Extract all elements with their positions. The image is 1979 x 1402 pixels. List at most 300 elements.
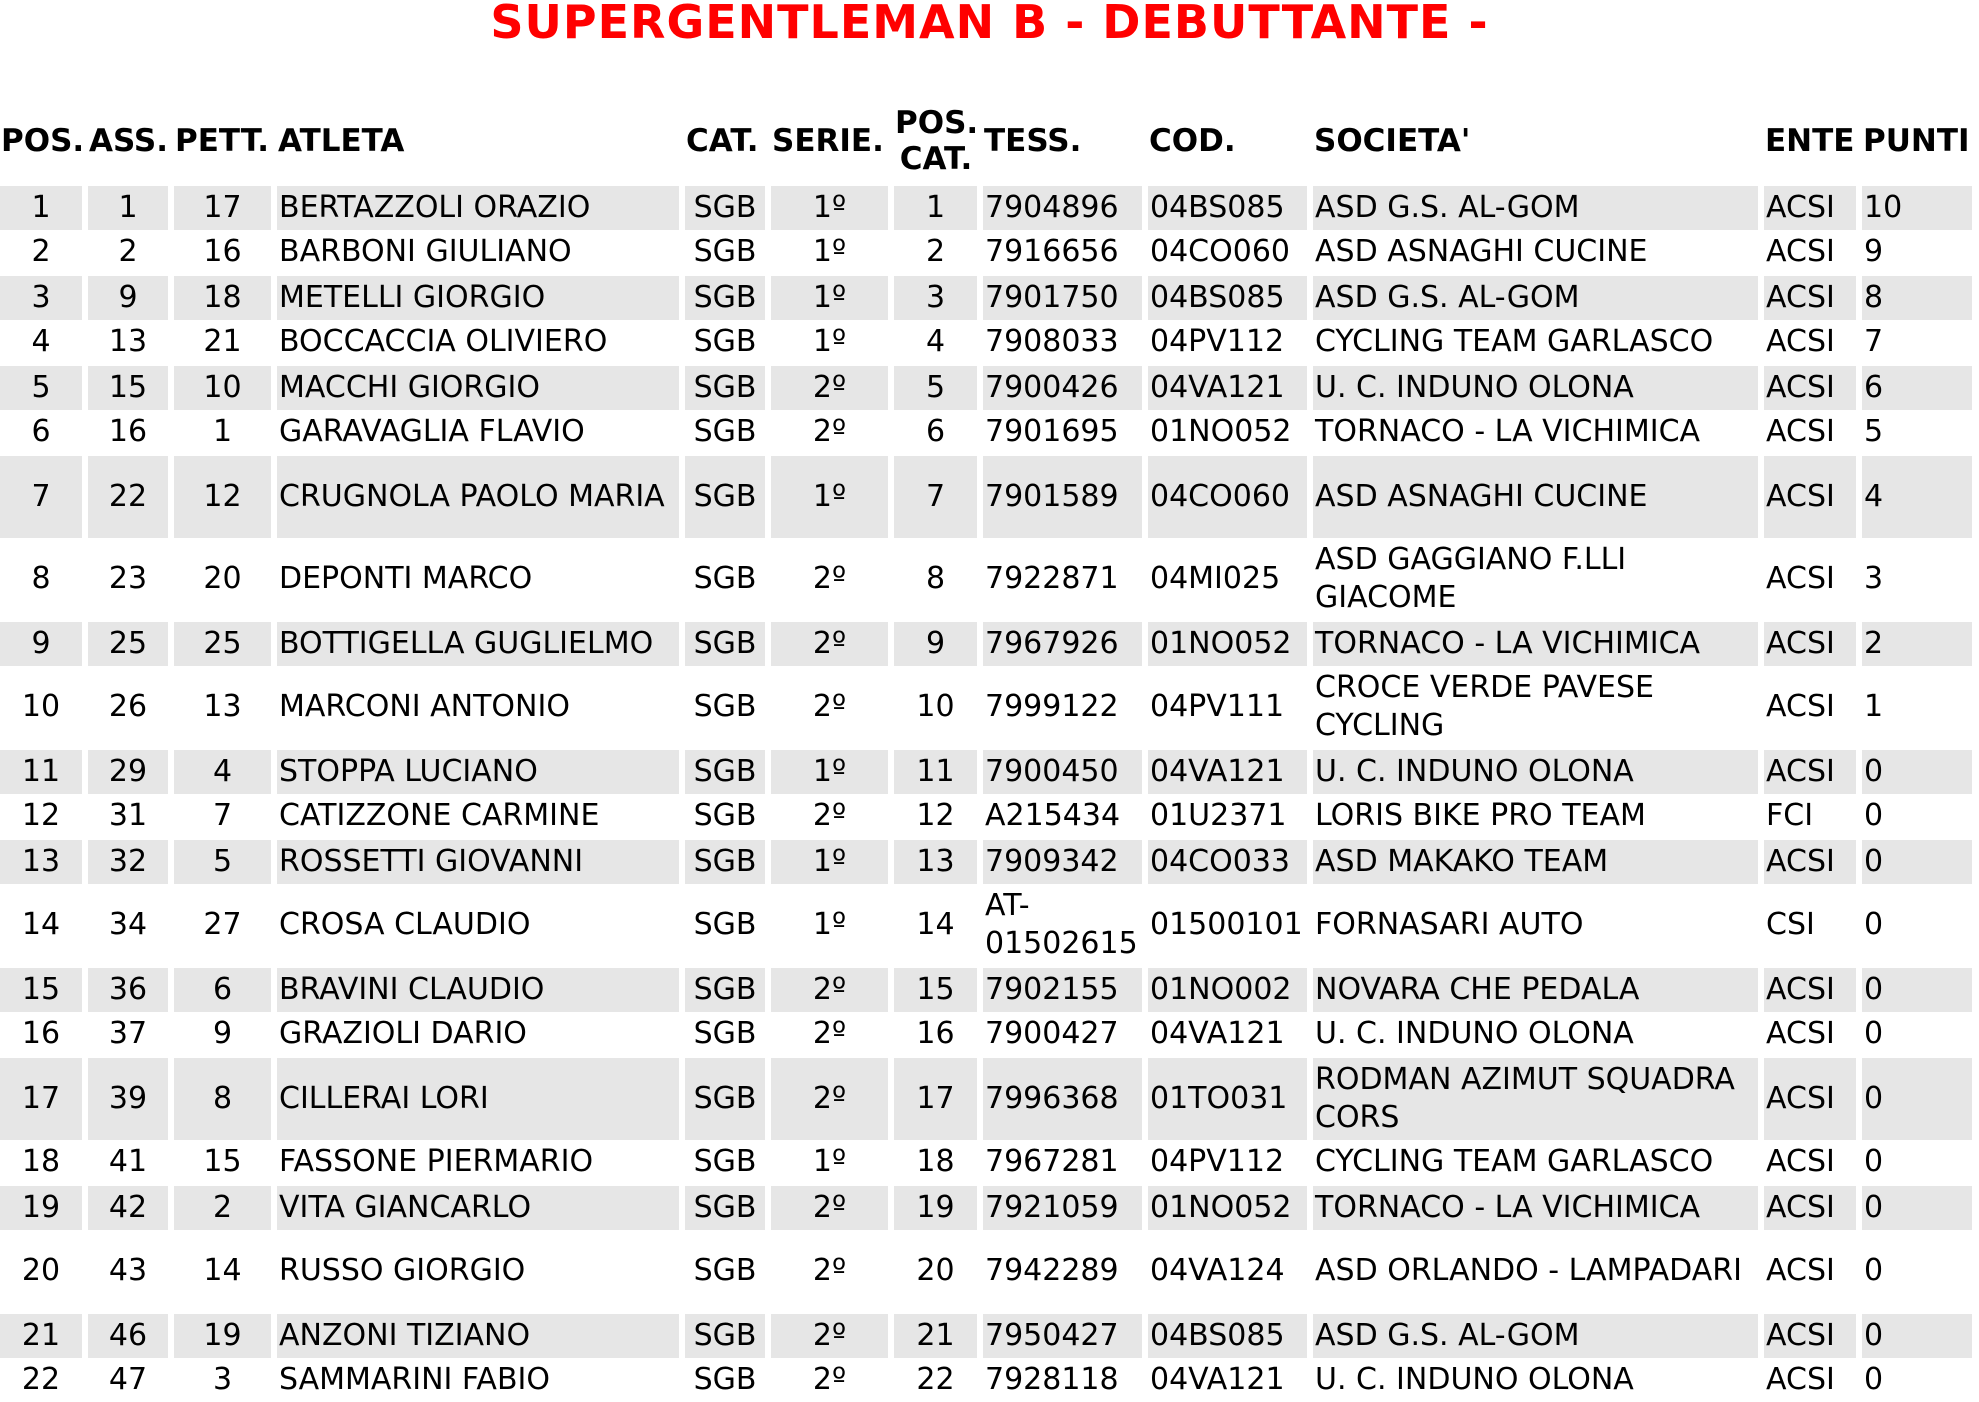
header-pett: PETT. bbox=[175, 123, 269, 159]
cell-atleta: BRAVINI CLAUDIO bbox=[277, 966, 679, 1012]
header-tess: TESS. bbox=[984, 123, 1082, 159]
cell-tess: 7916656 bbox=[985, 234, 1119, 269]
cell-punti: 0 bbox=[1864, 1144, 1884, 1179]
cell-pos: 20 bbox=[21, 1253, 61, 1288]
cell-societa: RODMAN AZIMUT SQUADRA CORS bbox=[1313, 1056, 1758, 1140]
table-row bbox=[0, 320, 1972, 364]
cell-punti: 0 bbox=[1862, 966, 1972, 1012]
table-header bbox=[0, 98, 1972, 184]
cell-pos: 9 bbox=[0, 620, 82, 666]
cell-pett: 1 bbox=[212, 414, 233, 449]
cell-atleta: VITA GIANCARLO bbox=[277, 1184, 679, 1230]
table-row bbox=[0, 1140, 1972, 1184]
cell-tess: 7900450 bbox=[983, 748, 1142, 794]
cell-serie: 1º bbox=[771, 184, 888, 230]
cell-cod: 01U2371 bbox=[1150, 798, 1287, 833]
cell-atleta: STOPPA LUCIANO bbox=[277, 748, 679, 794]
cell-pos: 10 bbox=[21, 689, 61, 724]
cell-tess: 7900427 bbox=[985, 1016, 1119, 1051]
cell-ass: 15 bbox=[88, 364, 168, 410]
cell-atleta: DEPONTI MARCO bbox=[279, 561, 533, 596]
table-row bbox=[0, 1056, 1972, 1140]
cell-cat: SGB bbox=[685, 364, 765, 410]
cell-punti: 0 bbox=[1862, 1312, 1972, 1358]
cell-ente: ACSI bbox=[1764, 364, 1856, 410]
cell-poscat: 7 bbox=[894, 454, 977, 538]
cell-tess: 7950427 bbox=[983, 1312, 1142, 1358]
cell-cod: 01NO052 bbox=[1150, 414, 1292, 449]
cell-poscat: 9 bbox=[894, 620, 977, 666]
cell-atleta: CATIZZONE CARMINE bbox=[279, 798, 600, 833]
cell-poscat: 19 bbox=[894, 1184, 977, 1230]
cell-societa: ASD ASNAGHI CUCINE bbox=[1313, 454, 1758, 538]
cell-serie: 2º bbox=[771, 1184, 888, 1230]
cell-punti: 7 bbox=[1864, 324, 1884, 359]
cell-pos: 22 bbox=[21, 1362, 61, 1397]
cell-ente: ACSI bbox=[1766, 1253, 1835, 1288]
cell-cod: 04BS085 bbox=[1148, 1312, 1307, 1358]
header-poscat: POS. CAT. bbox=[895, 105, 979, 177]
cell-poscat: 20 bbox=[916, 1253, 955, 1288]
cell-cat: SGB bbox=[693, 324, 757, 359]
cell-ass: 23 bbox=[108, 561, 148, 596]
cell-cat: SGB bbox=[693, 689, 757, 724]
cell-cat: SGB bbox=[685, 184, 765, 230]
cell-punti: 0 bbox=[1864, 798, 1884, 833]
page-title: SUPERGENTLEMAN B - DEBUTTANTE - bbox=[490, 0, 1489, 49]
cell-ente: CSI bbox=[1766, 907, 1815, 942]
cell-societa: LORIS BIKE PRO TEAM bbox=[1315, 798, 1646, 833]
cell-pett: 10 bbox=[174, 364, 271, 410]
cell-cod: 01TO031 bbox=[1148, 1056, 1307, 1140]
cell-pett: 27 bbox=[203, 907, 242, 942]
cell-cat: SGB bbox=[693, 1144, 757, 1179]
cell-serie: 2º bbox=[771, 966, 888, 1012]
cell-cod: 04PV111 bbox=[1150, 689, 1285, 724]
cell-serie: 1º bbox=[812, 907, 847, 942]
cell-poscat: 2 bbox=[925, 234, 946, 269]
cell-pos: 13 bbox=[0, 838, 82, 884]
cell-pos: 15 bbox=[0, 966, 82, 1012]
cell-pos: 6 bbox=[31, 414, 51, 449]
cell-tess: 7928118 bbox=[985, 1362, 1119, 1397]
cell-pos: 19 bbox=[0, 1184, 82, 1230]
cell-serie: 2º bbox=[812, 689, 847, 724]
cell-poscat: 21 bbox=[894, 1312, 977, 1358]
cell-pos: 8 bbox=[31, 561, 51, 596]
cell-atleta: METELLI GIORGIO bbox=[277, 274, 679, 320]
table-row bbox=[0, 1184, 1972, 1230]
cell-atleta: BARBONI GIULIANO bbox=[279, 234, 572, 269]
cell-cat: SGB bbox=[693, 561, 757, 596]
cell-serie: 1º bbox=[812, 234, 847, 269]
cell-atleta: GRAZIOLI DARIO bbox=[279, 1016, 527, 1051]
cell-tess: 7921059 bbox=[983, 1184, 1142, 1230]
cell-punti: 3 bbox=[1864, 561, 1884, 596]
cell-pett: 8 bbox=[174, 1056, 271, 1140]
cell-ente: ACSI bbox=[1764, 620, 1856, 666]
cell-punti: 9 bbox=[1864, 234, 1884, 269]
cell-ass: 47 bbox=[108, 1362, 148, 1397]
cell-tess: 7908033 bbox=[985, 324, 1119, 359]
cell-poscat: 6 bbox=[925, 414, 946, 449]
cell-ente: ACSI bbox=[1766, 1016, 1835, 1051]
cell-ass: 22 bbox=[88, 454, 168, 538]
cell-serie: 2º bbox=[771, 1056, 888, 1140]
cell-serie: 2º bbox=[812, 414, 847, 449]
cell-tess: AT-01502615 bbox=[985, 888, 1138, 961]
cell-pett: 7 bbox=[212, 798, 233, 833]
cell-serie: 2º bbox=[812, 1016, 847, 1051]
cell-cod: 04MI025 bbox=[1150, 561, 1281, 596]
cell-ass: 9 bbox=[88, 274, 168, 320]
cell-poscat: 3 bbox=[894, 274, 977, 320]
cell-tess: 7942289 bbox=[985, 1253, 1119, 1288]
cell-serie: 2º bbox=[812, 561, 847, 596]
cell-ass: 16 bbox=[108, 414, 148, 449]
cell-cat: SGB bbox=[693, 1253, 757, 1288]
cell-cod: 01NO002 bbox=[1148, 966, 1307, 1012]
header-cat: CAT. bbox=[686, 123, 759, 159]
cell-pett: 2 bbox=[174, 1184, 271, 1230]
header-cod: COD. bbox=[1149, 123, 1236, 159]
cell-atleta: CROSA CLAUDIO bbox=[279, 907, 531, 942]
cell-serie: 1º bbox=[771, 748, 888, 794]
cell-punti: 6 bbox=[1862, 364, 1972, 410]
cell-ass: 43 bbox=[108, 1253, 148, 1288]
cell-poscat: 4 bbox=[925, 324, 946, 359]
table-row bbox=[0, 748, 1972, 794]
cell-pett: 13 bbox=[203, 689, 242, 724]
cell-ass: 25 bbox=[88, 620, 168, 666]
cell-pos: 18 bbox=[21, 1144, 61, 1179]
cell-ente: ACSI bbox=[1764, 1312, 1856, 1358]
cell-societa: ASD ORLANDO - LAMPADARI bbox=[1315, 1253, 1742, 1288]
cell-cat: SGB bbox=[693, 907, 757, 942]
cell-atleta: ROSSETTI GIOVANNI bbox=[277, 838, 679, 884]
cell-societa: ASD GAGGIANO F.LLI GIACOME bbox=[1315, 542, 1627, 615]
cell-ass: 34 bbox=[108, 907, 148, 942]
cell-cat: SGB bbox=[685, 1056, 765, 1140]
cell-cod: 01NO052 bbox=[1148, 620, 1307, 666]
cell-societa: TORNACO - LA VICHIMICA bbox=[1313, 620, 1758, 666]
header-pos: POS. bbox=[1, 123, 85, 159]
cell-pett: 25 bbox=[174, 620, 271, 666]
cell-serie: 1º bbox=[771, 454, 888, 538]
cell-ass: 42 bbox=[88, 1184, 168, 1230]
cell-societa: CYCLING TEAM GARLASCO bbox=[1315, 324, 1714, 359]
table-body bbox=[0, 184, 1972, 1402]
cell-pos: 3 bbox=[0, 274, 82, 320]
cell-pos: 14 bbox=[21, 907, 61, 942]
cell-ass: 1 bbox=[88, 184, 168, 230]
cell-societa: U. C. INDUNO OLONA bbox=[1315, 1016, 1634, 1051]
cell-punti: 0 bbox=[1862, 1056, 1972, 1140]
cell-cod: 04PV112 bbox=[1150, 1144, 1285, 1179]
cell-tess: 7904896 bbox=[983, 184, 1142, 230]
cell-cat: SGB bbox=[685, 966, 765, 1012]
cell-tess: 7996368 bbox=[983, 1056, 1142, 1140]
cell-societa: CROCE VERDE PAVESE CYCLING bbox=[1315, 670, 1655, 743]
cell-pett: 4 bbox=[174, 748, 271, 794]
cell-cod: 01NO052 bbox=[1148, 1184, 1307, 1230]
cell-ente: ACSI bbox=[1766, 561, 1835, 596]
cell-societa: U. C. INDUNO OLONA bbox=[1315, 1362, 1634, 1397]
table-row bbox=[0, 1312, 1972, 1358]
cell-pos: 2 bbox=[31, 234, 51, 269]
cell-cat: SGB bbox=[693, 234, 757, 269]
cell-societa: ASD G.S. AL-GOM bbox=[1313, 274, 1758, 320]
cell-punti: 0 bbox=[1864, 1253, 1884, 1288]
cell-ass: 29 bbox=[88, 748, 168, 794]
cell-cat: SGB bbox=[685, 838, 765, 884]
cell-cat: SGB bbox=[693, 798, 757, 833]
cell-poscat: 1 bbox=[894, 184, 977, 230]
cell-serie: 2º bbox=[812, 1253, 847, 1288]
cell-tess: A215434 bbox=[985, 798, 1121, 833]
cell-societa: TORNACO - LA VICHIMICA bbox=[1313, 1184, 1758, 1230]
cell-ente: ACSI bbox=[1764, 1184, 1856, 1230]
cell-ente: ACSI bbox=[1764, 1056, 1856, 1140]
cell-serie: 1º bbox=[771, 274, 888, 320]
cell-serie: 2º bbox=[771, 1312, 888, 1358]
cell-punti: 0 bbox=[1864, 1362, 1884, 1397]
results-table bbox=[0, 98, 1978, 1402]
cell-atleta: CILLERAI LORI bbox=[277, 1056, 679, 1140]
cell-ente: ACSI bbox=[1766, 1144, 1835, 1179]
cell-atleta: BOCCACCIA OLIVIERO bbox=[279, 324, 608, 359]
cell-poscat: 12 bbox=[916, 798, 955, 833]
cell-ente: ACSI bbox=[1766, 324, 1835, 359]
cell-societa: U. C. INDUNO OLONA bbox=[1313, 364, 1758, 410]
cell-cod: 04BS085 bbox=[1148, 184, 1307, 230]
header-punti: PUNTI bbox=[1863, 123, 1970, 159]
cell-pos: 21 bbox=[0, 1312, 82, 1358]
cell-pett: 14 bbox=[203, 1253, 242, 1288]
cell-ente: ACSI bbox=[1764, 274, 1856, 320]
cell-tess: 7902155 bbox=[983, 966, 1142, 1012]
cell-poscat: 10 bbox=[916, 689, 955, 724]
cell-societa: U. C. INDUNO OLONA bbox=[1313, 748, 1758, 794]
cell-cod: 04BS085 bbox=[1148, 274, 1307, 320]
header-ente: ENTE bbox=[1765, 123, 1855, 159]
cell-pett: 20 bbox=[203, 561, 242, 596]
cell-cod: 04VA121 bbox=[1148, 748, 1307, 794]
cell-societa: FORNASARI AUTO bbox=[1315, 907, 1584, 942]
cell-ass: 13 bbox=[108, 324, 148, 359]
cell-ente: ACSI bbox=[1764, 838, 1856, 884]
cell-punti: 4 bbox=[1862, 454, 1972, 538]
cell-cat: SGB bbox=[685, 620, 765, 666]
table-row bbox=[0, 966, 1972, 1012]
cell-poscat: 13 bbox=[894, 838, 977, 884]
cell-atleta: CRUGNOLA PAOLO MARIA bbox=[277, 454, 679, 538]
cell-pett: 3 bbox=[212, 1362, 233, 1397]
cell-punti: 5 bbox=[1864, 414, 1884, 449]
cell-pos: 4 bbox=[31, 324, 51, 359]
table-row bbox=[0, 274, 1972, 320]
cell-ente: ACSI bbox=[1764, 454, 1856, 538]
cell-societa: ASD ASNAGHI CUCINE bbox=[1315, 234, 1648, 269]
cell-atleta: FASSONE PIERMARIO bbox=[279, 1144, 594, 1179]
cell-tess: 7900426 bbox=[983, 364, 1142, 410]
cell-societa: ASD G.S. AL-GOM bbox=[1313, 184, 1758, 230]
cell-ente: ACSI bbox=[1764, 184, 1856, 230]
cell-tess: 7967281 bbox=[985, 1144, 1119, 1179]
table-row bbox=[0, 454, 1972, 538]
cell-ass: 37 bbox=[108, 1016, 148, 1051]
cell-cat: SGB bbox=[685, 748, 765, 794]
table-row bbox=[0, 184, 1972, 230]
cell-punti: 0 bbox=[1864, 1016, 1884, 1051]
cell-serie: 2º bbox=[771, 620, 888, 666]
cell-cod: 04VA121 bbox=[1150, 1362, 1285, 1397]
table-row bbox=[0, 884, 1972, 966]
cell-pett: 19 bbox=[174, 1312, 271, 1358]
table-row bbox=[0, 230, 1972, 274]
table-row bbox=[0, 838, 1972, 884]
cell-serie: 2º bbox=[812, 1362, 847, 1397]
cell-pos: 11 bbox=[0, 748, 82, 794]
cell-tess: 7922871 bbox=[985, 561, 1119, 596]
header-atleta: ATLETA bbox=[278, 123, 405, 159]
cell-serie: 1º bbox=[812, 324, 847, 359]
cell-cod: 04VA121 bbox=[1148, 364, 1307, 410]
cell-punti: 8 bbox=[1862, 274, 1972, 320]
cell-atleta: SAMMARINI FABIO bbox=[279, 1362, 550, 1397]
cell-poscat: 14 bbox=[916, 907, 955, 942]
cell-cod: 04CO060 bbox=[1150, 234, 1290, 269]
cell-cat: SGB bbox=[693, 414, 757, 449]
table-row bbox=[0, 666, 1972, 748]
cell-cod: 04CO060 bbox=[1148, 454, 1307, 538]
table-row bbox=[0, 794, 1972, 838]
cell-ente: ACSI bbox=[1766, 689, 1835, 724]
cell-atleta: MACCHI GIORGIO bbox=[277, 364, 679, 410]
cell-cat: SGB bbox=[685, 454, 765, 538]
cell-tess: 7901589 bbox=[983, 454, 1142, 538]
cell-pett: 21 bbox=[203, 324, 242, 359]
cell-pett: 9 bbox=[212, 1016, 233, 1051]
cell-cat: SGB bbox=[685, 274, 765, 320]
header-ass: ASS. bbox=[89, 123, 169, 159]
cell-poscat: 16 bbox=[916, 1016, 955, 1051]
cell-pett: 12 bbox=[174, 454, 271, 538]
cell-punti: 2 bbox=[1862, 620, 1972, 666]
cell-punti: 0 bbox=[1862, 1184, 1972, 1230]
cell-ass: 36 bbox=[88, 966, 168, 1012]
header-societa: SOCIETA' bbox=[1314, 123, 1471, 159]
cell-atleta: MARCONI ANTONIO bbox=[279, 689, 570, 724]
cell-punti: 0 bbox=[1862, 838, 1972, 884]
cell-cod: 04CO033 bbox=[1148, 838, 1307, 884]
cell-poscat: 17 bbox=[894, 1056, 977, 1140]
cell-societa: NOVARA CHE PEDALA bbox=[1313, 966, 1758, 1012]
cell-poscat: 18 bbox=[916, 1144, 955, 1179]
cell-atleta: GARAVAGLIA FLAVIO bbox=[279, 414, 585, 449]
header-serie: SERIE. bbox=[772, 123, 884, 159]
cell-tess: 7909342 bbox=[983, 838, 1142, 884]
cell-ass: 2 bbox=[118, 234, 138, 269]
cell-pos: 5 bbox=[0, 364, 82, 410]
header-row bbox=[0, 98, 1972, 184]
cell-tess: 7901750 bbox=[983, 274, 1142, 320]
cell-serie: 1º bbox=[812, 1144, 847, 1179]
table-row bbox=[0, 1012, 1972, 1056]
table-row bbox=[0, 1358, 1972, 1402]
cell-tess: 7967926 bbox=[983, 620, 1142, 666]
cell-ente: ACSI bbox=[1764, 748, 1856, 794]
cell-cat: SGB bbox=[693, 1362, 757, 1397]
cell-ente: ACSI bbox=[1766, 1362, 1835, 1397]
cell-cat: SGB bbox=[685, 1312, 765, 1358]
cell-societa: TORNACO - LA VICHIMICA bbox=[1315, 414, 1701, 449]
cell-pos: 1 bbox=[0, 184, 82, 230]
cell-pett: 6 bbox=[174, 966, 271, 1012]
cell-ente: ACSI bbox=[1766, 234, 1835, 269]
cell-pos: 16 bbox=[21, 1016, 61, 1051]
cell-ass: 26 bbox=[108, 689, 148, 724]
cell-tess: 7999122 bbox=[985, 689, 1119, 724]
table-row bbox=[0, 410, 1972, 454]
cell-serie: 2º bbox=[771, 364, 888, 410]
cell-atleta: BOTTIGELLA GUGLIELMO bbox=[277, 620, 679, 666]
cell-cod: 04VA124 bbox=[1150, 1253, 1285, 1288]
cell-pett: 15 bbox=[203, 1144, 242, 1179]
cell-serie: 2º bbox=[812, 798, 847, 833]
cell-ente: FCI bbox=[1766, 798, 1814, 833]
cell-atleta: BERTAZZOLI ORAZIO bbox=[277, 184, 679, 230]
cell-societa: ASD MAKAKO TEAM bbox=[1313, 838, 1758, 884]
table-row bbox=[0, 1230, 1972, 1312]
cell-societa: CYCLING TEAM GARLASCO bbox=[1315, 1144, 1714, 1179]
cell-ente: ACSI bbox=[1764, 966, 1856, 1012]
cell-pos: 12 bbox=[21, 798, 61, 833]
cell-poscat: 22 bbox=[916, 1362, 955, 1397]
cell-poscat: 5 bbox=[894, 364, 977, 410]
cell-pos: 17 bbox=[0, 1056, 82, 1140]
cell-pett: 18 bbox=[174, 274, 271, 320]
cell-atleta: ANZONI TIZIANO bbox=[277, 1312, 679, 1358]
cell-societa: ASD G.S. AL-GOM bbox=[1313, 1312, 1758, 1358]
cell-poscat: 11 bbox=[894, 748, 977, 794]
cell-ass: 46 bbox=[88, 1312, 168, 1358]
cell-punti: 1 bbox=[1864, 689, 1884, 724]
cell-ass: 31 bbox=[108, 798, 148, 833]
table-row bbox=[0, 538, 1972, 620]
cell-atleta: RUSSO GIORGIO bbox=[279, 1253, 526, 1288]
cell-punti: 10 bbox=[1862, 184, 1972, 230]
cell-cod: 04PV112 bbox=[1150, 324, 1285, 359]
table-row bbox=[0, 364, 1972, 410]
cell-cod: 04VA121 bbox=[1150, 1016, 1285, 1051]
cell-pett: 16 bbox=[203, 234, 242, 269]
cell-pett: 17 bbox=[174, 184, 271, 230]
cell-cat: SGB bbox=[685, 1184, 765, 1230]
cell-ass: 39 bbox=[88, 1056, 168, 1140]
cell-pett: 5 bbox=[174, 838, 271, 884]
cell-pos: 7 bbox=[0, 454, 82, 538]
cell-cat: SGB bbox=[693, 1016, 757, 1051]
table-row bbox=[0, 620, 1972, 666]
cell-ass: 32 bbox=[88, 838, 168, 884]
cell-ente: ACSI bbox=[1766, 414, 1835, 449]
cell-ass: 41 bbox=[108, 1144, 148, 1179]
cell-punti: 0 bbox=[1864, 907, 1884, 942]
cell-poscat: 15 bbox=[894, 966, 977, 1012]
cell-punti: 0 bbox=[1862, 748, 1972, 794]
cell-poscat: 8 bbox=[925, 561, 946, 596]
